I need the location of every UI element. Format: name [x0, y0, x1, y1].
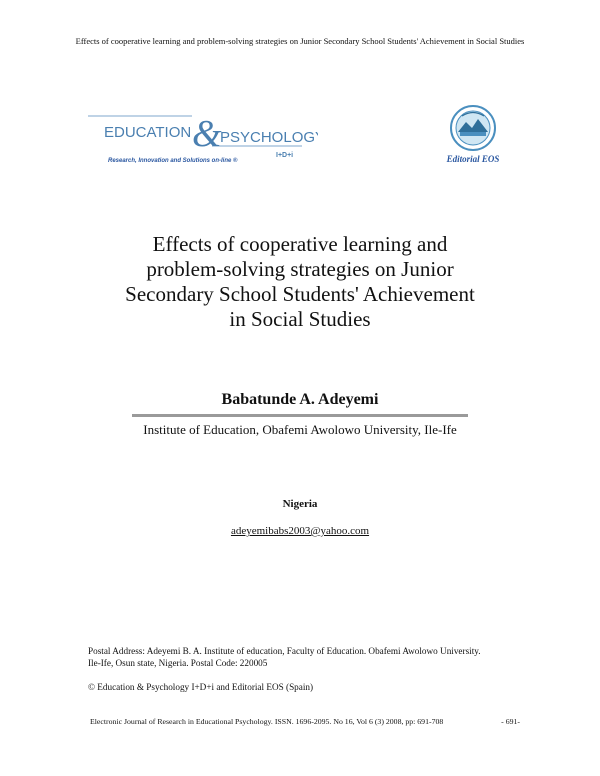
author-name: Babatunde A. Adeyemi: [221, 391, 379, 408]
email-link[interactable]: adeyemibabs2003@yahoo.com: [230, 525, 370, 537]
title-line: Effects of cooperative learning and: [152, 232, 448, 256]
logo-word-education: EDUCATION: [104, 124, 192, 141]
author-divider: [132, 414, 468, 417]
journal-logo: [88, 112, 318, 174]
postal-line: Ile-Ife, Osun state, Nigeria. Postal Code: 220005: [88, 658, 268, 668]
publisher-logo: [440, 104, 506, 166]
copyright-notice: © Education & Psychology I+D+i and Editorial EOS (Spain): [88, 682, 314, 692]
title-line: Secondary School Students' Achievement: [125, 282, 475, 306]
article-title: [90, 232, 510, 332]
publisher-name: Editorial EOS: [446, 154, 500, 164]
running-header: Effects of cooperative learning and problem-solving strategies on Junior Secondary School Students' Achievement in Social Studies: [75, 36, 525, 46]
author-email: [100, 525, 500, 537]
postal-line: Postal Address: Adeyemi B. A. Institute of education, Faculty of Education. Obafemi Awolowo University.: [88, 646, 481, 656]
author-country: Nigeria: [282, 498, 318, 510]
logo-tagline: Research, Innovation and Solutions on-line ®: [108, 158, 238, 164]
logo-subtitle: I+D+i: [276, 152, 294, 159]
postal-address: [88, 645, 518, 669]
journal-citation: Electronic Journal of Research in Educational Psychology. ISSN. 1696-2095. No 16, Vol 6 (3) 2008, pp: 691-708: [90, 717, 444, 726]
journal-logo-graphic: [88, 112, 318, 174]
page-footer: [90, 717, 520, 727]
logo-ampersand: &: [192, 113, 222, 155]
logo-word-psychology: PSYCHOLOGY: [220, 129, 318, 146]
author-affiliation: Institute of Education, Obafemi Awolowo University, Ile-Ife: [143, 422, 457, 437]
title-line: in Social Studies: [229, 307, 371, 331]
title-line: problem-solving strategies on Junior: [146, 257, 454, 281]
publisher-emblem: [440, 104, 506, 166]
page-number: - 691-: [501, 717, 520, 726]
